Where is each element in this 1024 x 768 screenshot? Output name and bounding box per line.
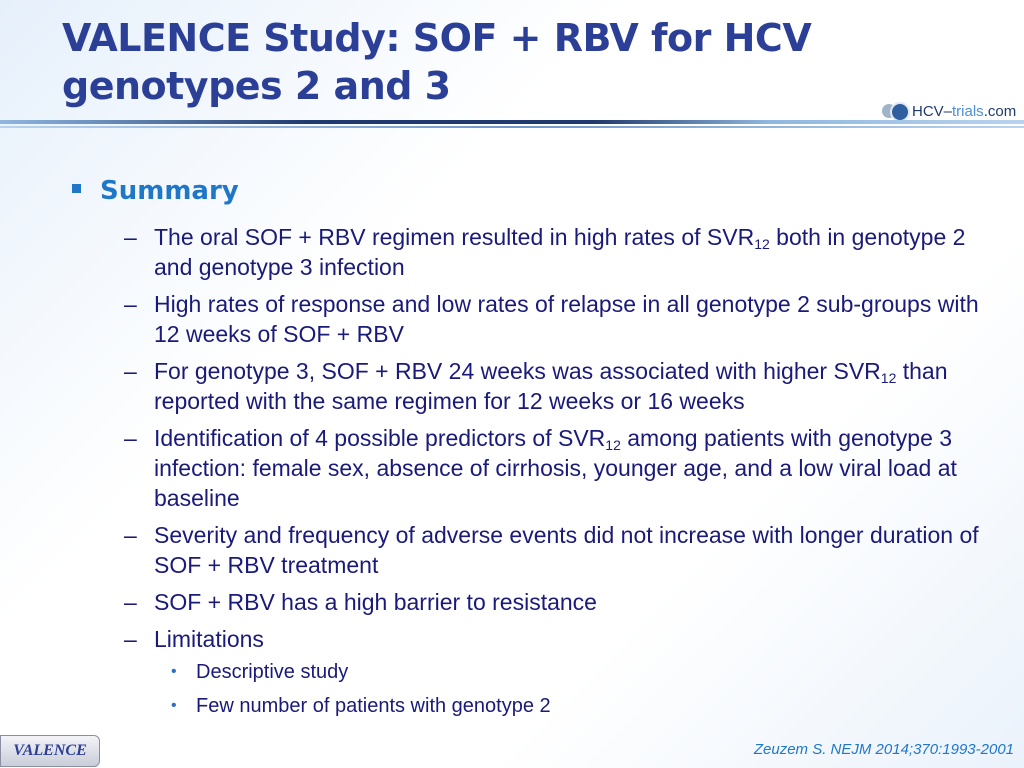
citation: Zeuzem S. NEJM 2014;370:1993-2001 xyxy=(753,741,1014,758)
square-bullet-icon xyxy=(72,184,81,193)
slide-title-line-2: genotypes 2 and 3 xyxy=(62,64,451,108)
list-item xyxy=(124,423,1004,513)
logo-trials-text: trials xyxy=(952,102,984,120)
list-item xyxy=(124,222,1004,282)
item-text: Severity and frequency of adverse events did not increase with longer duration of SOF + RBV treatment xyxy=(154,522,979,578)
list-item-limitations xyxy=(124,624,1004,654)
dash-bullet-icon: – xyxy=(124,522,137,548)
sub-item-text: Few number of patients with genotype 2 xyxy=(196,695,551,717)
dash-bullet-icon: – xyxy=(124,224,137,250)
item-text-cont: among patients with genotype 3 infection: female sex, absence of cirrhosis, younger age, and a low viral load at baseline xyxy=(154,425,957,511)
slide-title xyxy=(62,14,882,110)
section-heading: Summary xyxy=(100,176,239,206)
item-text-cont: than reported with the same regimen for 12 weeks or 16 weeks xyxy=(154,358,948,414)
dash-bullet-icon: – xyxy=(124,425,137,451)
item-text: SOF + RBV has a high barrier to resistance xyxy=(154,589,597,615)
study-badge: VALENCE xyxy=(0,735,100,767)
list-item xyxy=(124,289,1004,349)
sub-item-text: Descriptive study xyxy=(196,661,349,683)
item-subscript: 12 xyxy=(754,236,770,252)
sub-list-item xyxy=(168,659,1004,685)
slide-title-line-1: VALENCE Study: SOF + RBV for HCV xyxy=(62,16,812,60)
round-bullet-icon: • xyxy=(171,663,177,680)
item-text: The oral SOF + RBV regimen resulted in high rates of SVR xyxy=(154,224,755,250)
round-bullet-icon: • xyxy=(171,697,177,714)
dash-bullet-icon: – xyxy=(124,358,137,384)
summary-list xyxy=(124,222,1004,727)
dash-bullet-icon: – xyxy=(124,291,137,317)
header-divider-thin xyxy=(0,126,1024,128)
hcv-trials-logo xyxy=(882,100,1016,122)
section-heading-row xyxy=(72,176,239,206)
header-divider xyxy=(0,120,1024,124)
item-subscript: 12 xyxy=(605,437,621,453)
list-item xyxy=(124,587,1004,617)
item-text-cont: both in genotype 2 and genotype 3 infection xyxy=(154,224,966,280)
item-text: Identification of 4 possible predictors of SVR xyxy=(154,425,606,451)
dash-bullet-icon: – xyxy=(124,589,137,615)
limitations-list xyxy=(168,659,1004,719)
item-subscript: 12 xyxy=(880,370,897,386)
list-item xyxy=(124,520,1004,580)
logo-com-text: .com xyxy=(983,102,1017,120)
item-text: For genotype 3, SOF + RBV 24 weeks was associated with higher SVR xyxy=(154,358,881,384)
sub-list-item xyxy=(168,693,1004,719)
logo-hcv-text: HCV xyxy=(912,102,944,120)
dash-bullet-icon: – xyxy=(124,626,137,652)
logo-mark-icon xyxy=(882,102,908,120)
logo-sep-text: – xyxy=(943,102,953,120)
item-text: Limitations xyxy=(154,626,264,652)
list-item xyxy=(124,356,1004,416)
item-text: High rates of response and low rates of relapse in all genotype 2 sub-groups with 12 weeks of SOF + RBV xyxy=(154,291,979,347)
